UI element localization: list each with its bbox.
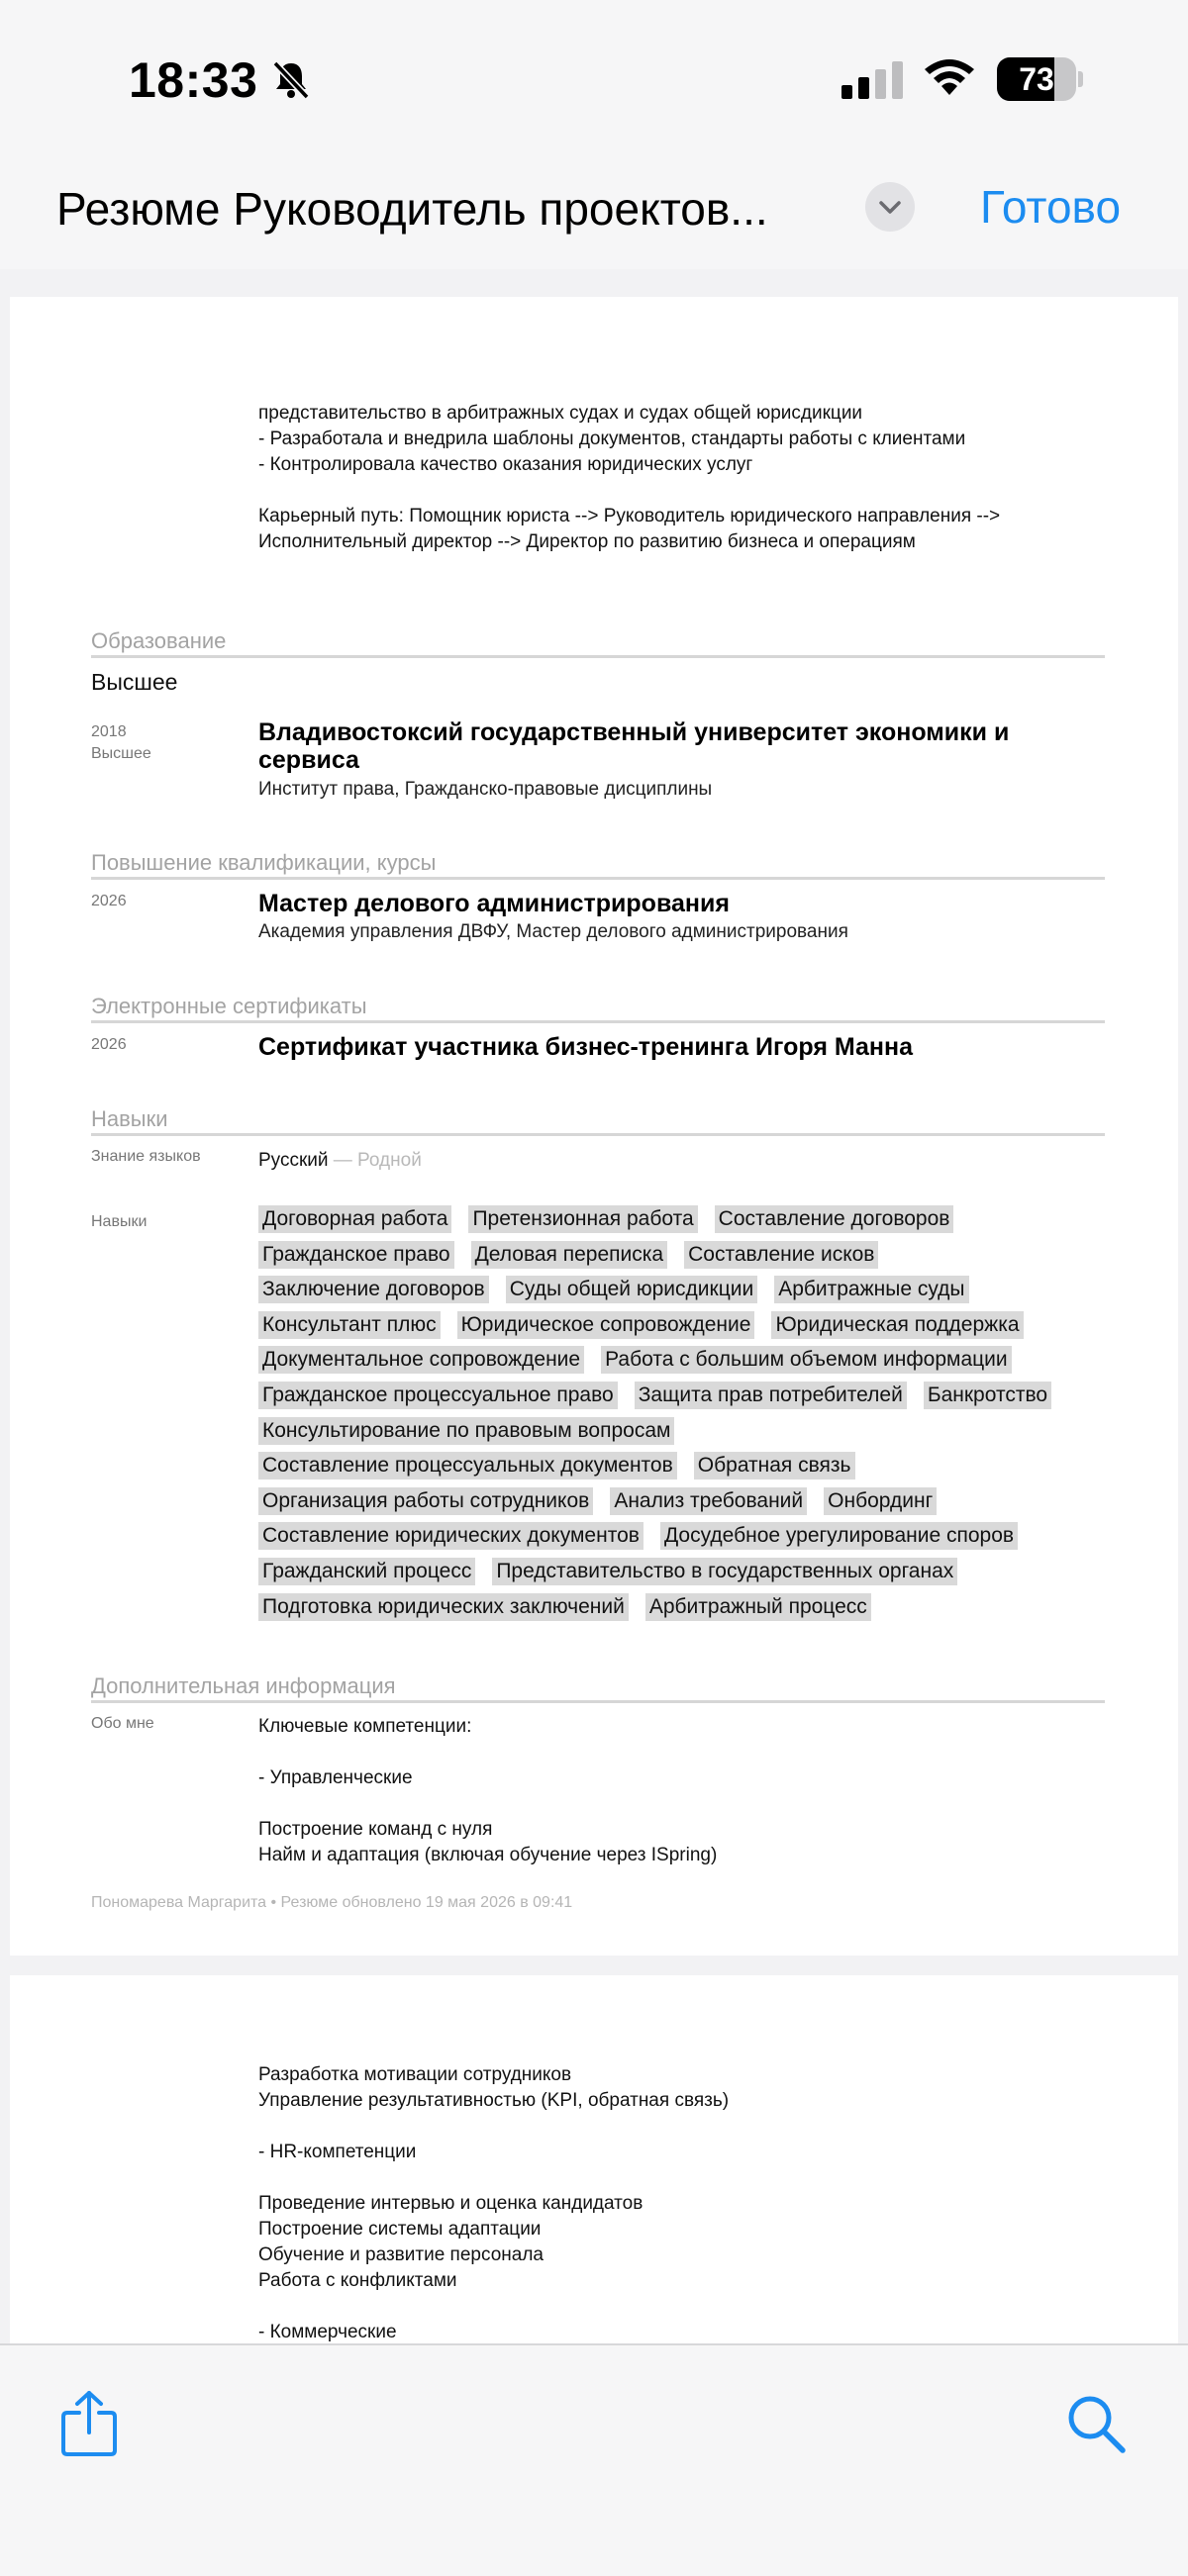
page2-line: Обучение и развитие персонала (258, 2244, 544, 2265)
education-institution-cont: сервиса (258, 746, 359, 774)
status-bar (0, 0, 1188, 158)
title-menu-button[interactable] (865, 182, 915, 232)
education-institution: Владивостоксий государственный университет экономики и (258, 718, 1010, 746)
skill-tag-row (258, 1241, 895, 1271)
skill-tag: Досудебное урегулирование споров (660, 1522, 1018, 1550)
education-year: 2018 (91, 723, 127, 740)
skill-tag: Юридическая поддержка (771, 1311, 1023, 1339)
skill-tag: Банкротство (924, 1382, 1051, 1409)
page2-line: Работа с конфликтами (258, 2270, 457, 2291)
skill-tag: Деловая переписка (471, 1241, 668, 1269)
page2-line: - Коммерческие (258, 2322, 397, 2342)
skill-tag: Составление юридических документов (258, 1522, 644, 1550)
resume-footer: Пономарева Маргарита • Резюме обновлено 19 мая 2026 в 09:41 (91, 1894, 573, 1911)
skill-tag: Подготовка юридических заключений (258, 1593, 629, 1621)
education-faculty: Институт права, Гражданско-правовые дисциплины (258, 779, 713, 800)
skill-tag: Организация работы сотрудников (258, 1487, 593, 1515)
course-year: 2026 (91, 893, 127, 909)
skill-tag: Договорная работа (258, 1205, 451, 1233)
battery-indicator (997, 57, 1082, 101)
skill-tag-row (258, 1558, 974, 1587)
section-heading-additional: Дополнительная информация (91, 1672, 1105, 1703)
intro-line: представительство в арбитражных судах и судах общей юрисдикции (258, 403, 863, 424)
course-title: Мастер делового администрирования (258, 890, 730, 917)
skill-tag: Арбитражный процесс (645, 1593, 871, 1621)
course-detail: Академия управления ДВФУ, Мастер делового администрирования (258, 921, 848, 942)
skill-tag-row (258, 1452, 872, 1481)
language-entry (258, 1148, 422, 1174)
skill-tag: Консультант плюс (258, 1311, 441, 1339)
skill-tag-row (258, 1311, 1040, 1341)
skill-tag: Обратная связь (694, 1452, 855, 1479)
document-title: Резюме Руководитель проектов... (56, 183, 768, 235)
skill-tag: Защита прав потребителей (635, 1382, 907, 1409)
nav-bar (0, 158, 1188, 271)
skill-tag: Юридическое сопровождение (457, 1311, 755, 1339)
intro-line: - Контролировала качество оказания юридических услуг (258, 454, 753, 475)
about-line: Найм и адаптация (включая обучение через ISpring) (258, 1845, 718, 1865)
skill-tag: Представительство в государственных органах (492, 1558, 957, 1585)
skill-tag-row (258, 1346, 1029, 1376)
skill-tag: Составление процессуальных документов (258, 1452, 677, 1479)
share-icon[interactable] (59, 2389, 119, 2458)
cellular-signal-icon (842, 59, 905, 99)
page2-line: - HR-компетенции (258, 2142, 417, 2162)
skill-tag-row (258, 1417, 691, 1447)
skill-tag: Анализ требований (610, 1487, 807, 1515)
skill-tag: Гражданское процессуальное право (258, 1382, 618, 1409)
battery-percent: 73 (1019, 61, 1054, 97)
section-heading-education: Образование (91, 627, 1105, 658)
skill-tag: Гражданский процесс (258, 1558, 475, 1585)
page2-line: Построение системы адаптации (258, 2219, 542, 2240)
section-heading-courses: Повышение квалификации, курсы (91, 849, 1105, 880)
skill-tag: Претензионная работа (468, 1205, 697, 1233)
education-level: Высшее (91, 669, 178, 695)
section-heading-skills: Навыки (91, 1105, 1105, 1136)
about-line: - Управленческие (258, 1767, 413, 1788)
certificate-year: 2026 (91, 1036, 127, 1053)
intro-line: Карьерный путь: Помощник юриста --> Руководитель юридического направления --> (258, 506, 1001, 526)
skill-tag: Документальное сопровождение (258, 1346, 584, 1374)
skill-tag-row (258, 1276, 986, 1305)
page2-line: Разработка мотивации сотрудников (258, 2064, 572, 2085)
skill-tag-row (258, 1205, 970, 1235)
bell-muted-icon (269, 57, 313, 101)
skill-tag: Консультирование по правовым вопросам (258, 1417, 674, 1445)
language-level: — Родной (333, 1150, 422, 1171)
intro-line: - Разработала и внедрила шаблоны документов, стандарты работы с клиентами (258, 429, 966, 449)
wifi-icon (921, 55, 978, 99)
skill-tag: Суды общей юрисдикции (506, 1276, 757, 1303)
languages-label: Знание языков (91, 1148, 201, 1165)
section-heading-certificates: Электронные сертификаты (91, 993, 1105, 1023)
page2-line: Проведение интервью и оценка кандидатов (258, 2193, 644, 2214)
skill-tag: Составление договоров (715, 1205, 954, 1233)
certificate-title: Сертификат участника бизнес-тренинга Игоря Манна (258, 1033, 913, 1061)
resume-page (10, 297, 1178, 1956)
done-button[interactable]: Готово (980, 181, 1122, 233)
page2-line: Управление результативностью (KPI, обратная связь) (258, 2090, 730, 2111)
bottom-toolbar (0, 2343, 1188, 2576)
skill-tag-row (258, 1382, 1068, 1411)
status-time: 18:33 (129, 52, 258, 108)
about-line: Построение команд с нуля (258, 1819, 493, 1840)
intro-line: Исполнительный директор --> Директор по развитию бизнеса и операциям (258, 531, 916, 552)
search-icon[interactable] (1065, 2393, 1127, 2454)
language-name: Русский (258, 1150, 329, 1171)
skill-tag-row (258, 1487, 953, 1517)
chevron-down-icon (878, 196, 902, 218)
skills-label: Навыки (91, 1213, 148, 1230)
skill-tag: Составление исков (684, 1241, 878, 1269)
skill-tag: Работа с большим объемом информации (601, 1346, 1012, 1374)
skill-tag: Заключение договоров (258, 1276, 489, 1303)
about-label: Обо мне (91, 1715, 154, 1732)
education-year-level: Высшее (91, 745, 151, 762)
skill-tag: Арбитражные суды (774, 1276, 968, 1303)
skill-tag: Гражданское право (258, 1241, 454, 1269)
skill-tag: Онбординг (824, 1487, 937, 1515)
about-line: Ключевые компетенции: (258, 1716, 472, 1737)
skill-tag-row (258, 1522, 1035, 1552)
skill-tag-row (258, 1593, 888, 1623)
